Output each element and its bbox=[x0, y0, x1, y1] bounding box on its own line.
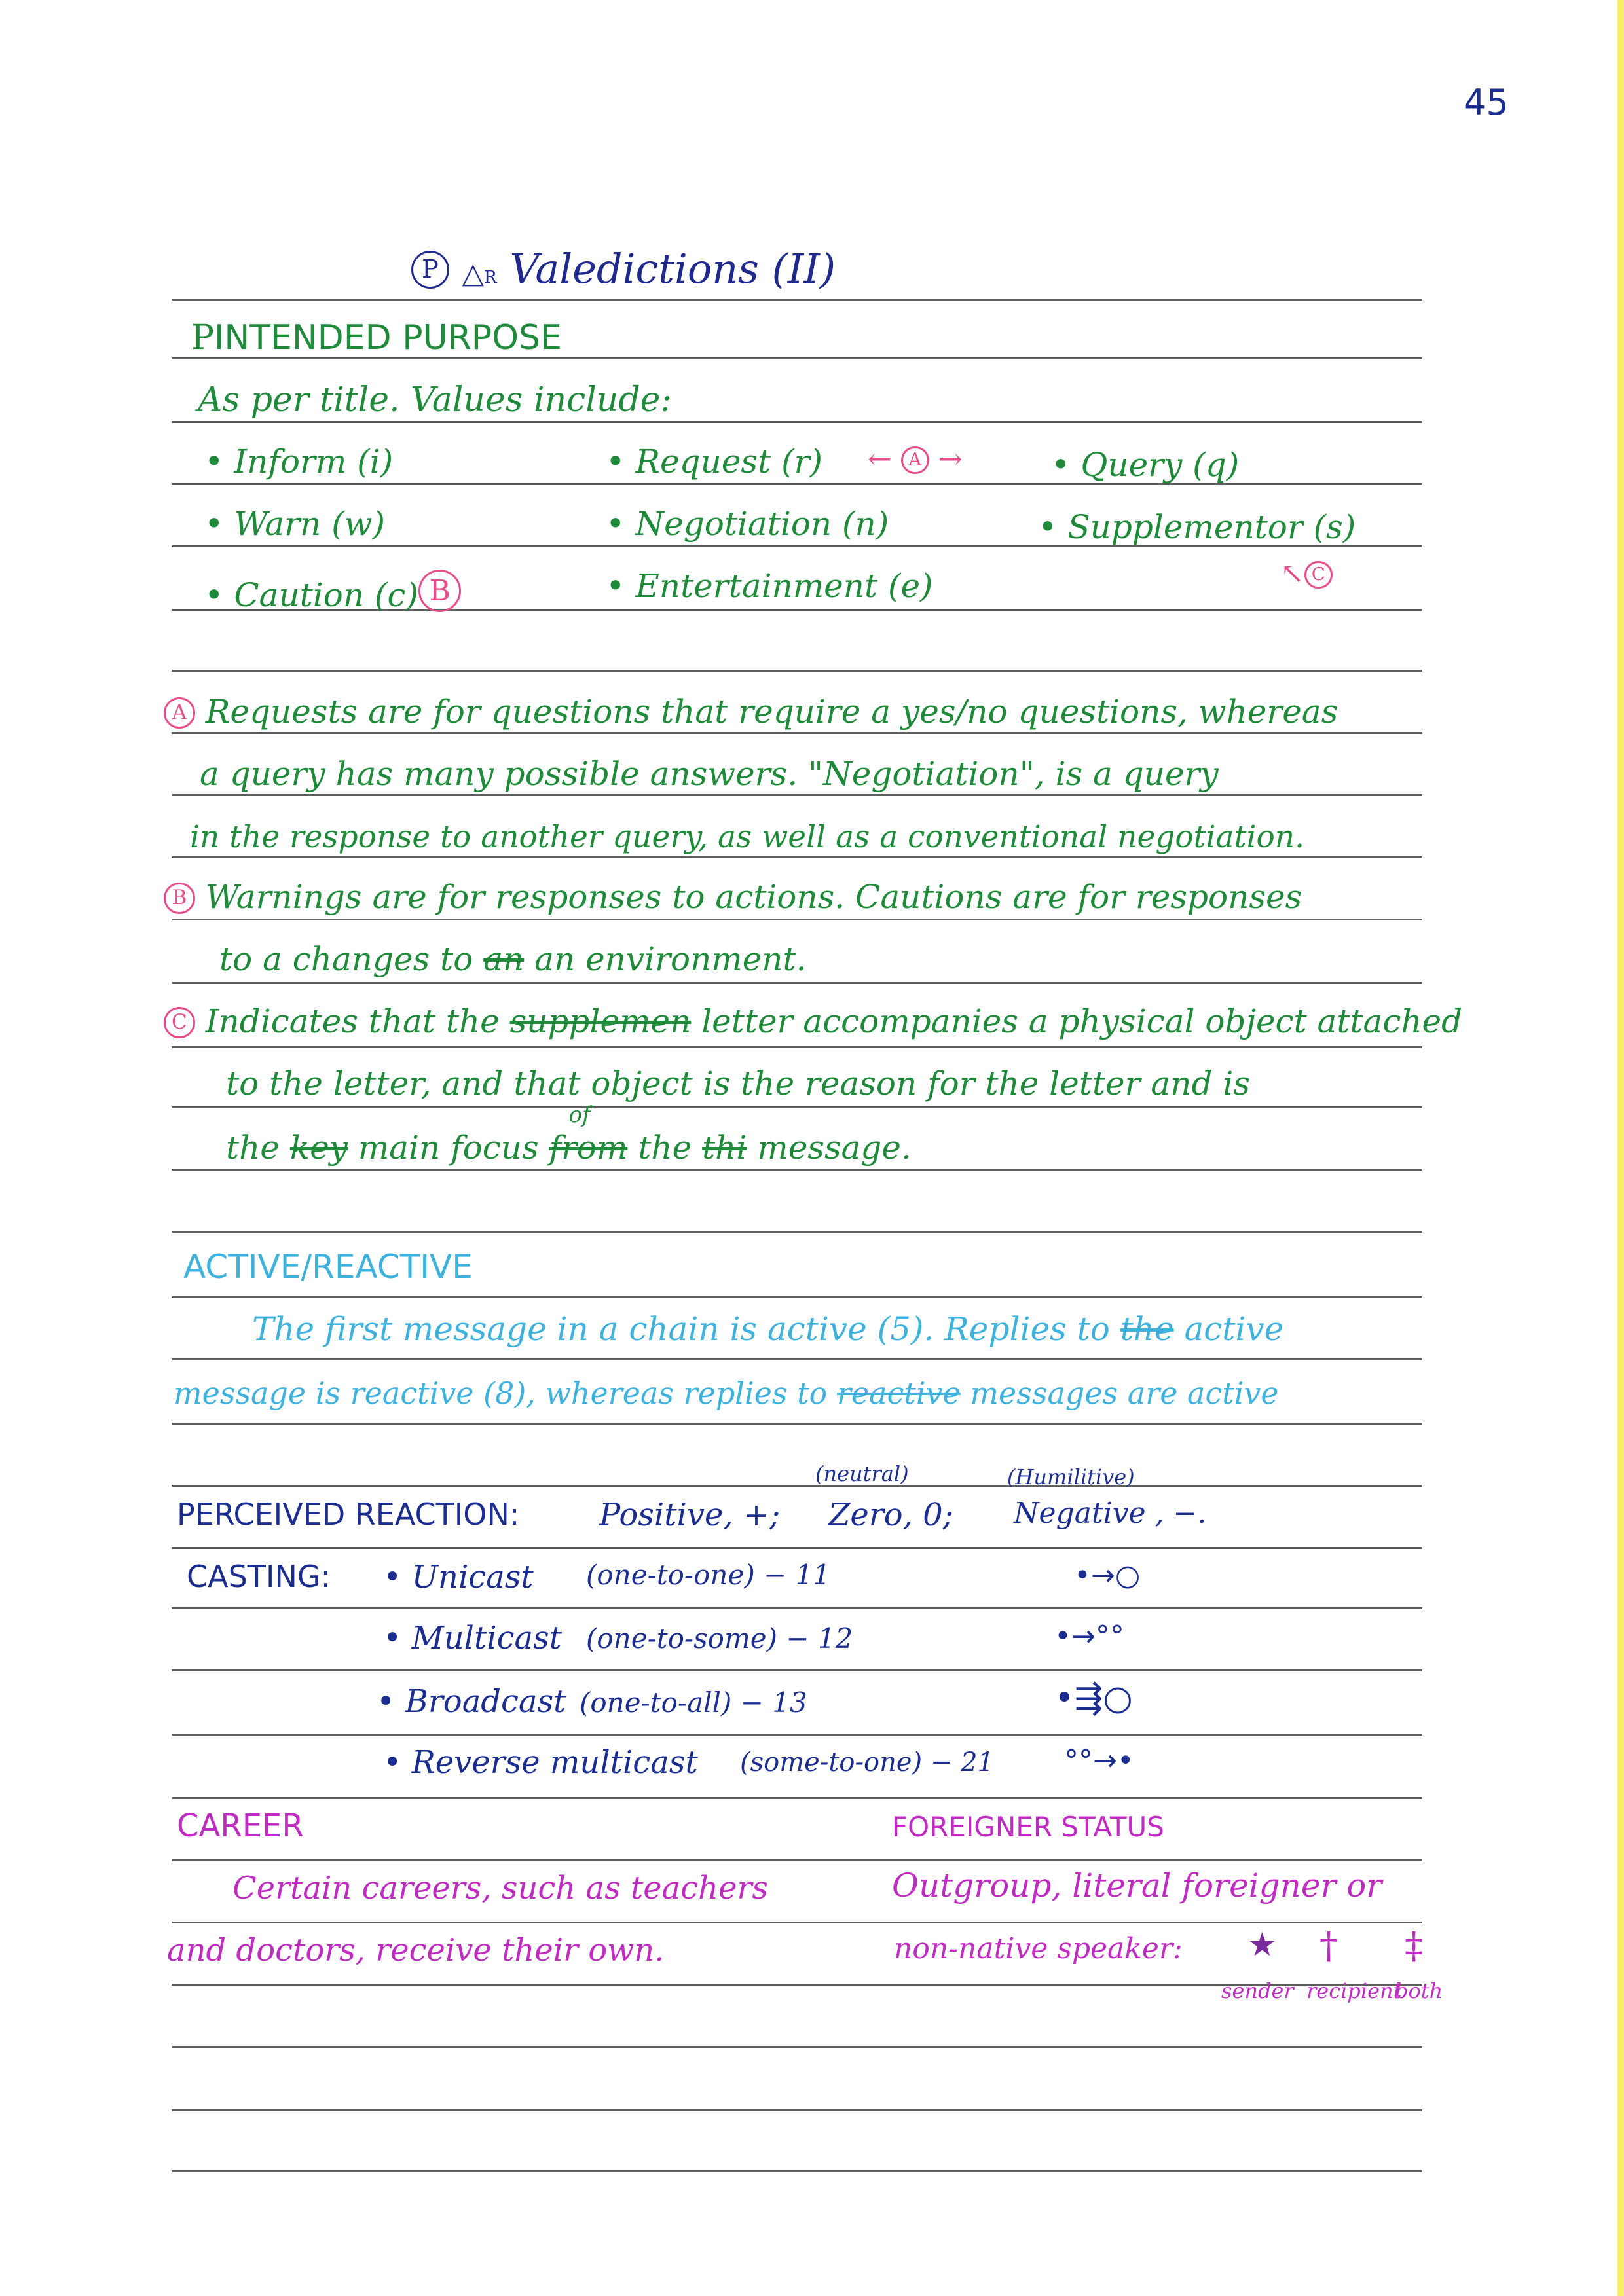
casting-unicast-label: • Unicast bbox=[383, 1559, 534, 1595]
casting-reverse-multicast-label: • Reverse multicast bbox=[383, 1744, 698, 1781]
page-title bbox=[411, 245, 836, 293]
career-heading: CAREER bbox=[177, 1808, 304, 1844]
foreigner-line-2: non-native speaker: bbox=[894, 1932, 1183, 1965]
value-caution: • Caution (c) B bbox=[204, 570, 461, 612]
value-supplementor: • Supplementor (s) bbox=[1038, 508, 1356, 546]
note-c-line-3: the key main focus from of the thi message. bbox=[226, 1102, 912, 1167]
casting-broadcast-label: • Broadcast bbox=[377, 1683, 566, 1720]
inserted-of: of bbox=[568, 1102, 591, 1128]
ruled-line bbox=[172, 670, 1422, 672]
ruled-line bbox=[172, 1859, 1422, 1861]
note-a-mark: A bbox=[164, 697, 195, 729]
ruled-line bbox=[172, 1231, 1422, 1233]
ruled-line bbox=[172, 856, 1422, 858]
ruled-line bbox=[172, 2170, 1422, 2172]
reverse-multicast-symbol: °°→• bbox=[1064, 1744, 1134, 1777]
ruled-line bbox=[172, 1169, 1422, 1171]
unicast-symbol: •→○ bbox=[1074, 1559, 1141, 1592]
career-line-1: Certain careers, such as teachers bbox=[232, 1870, 769, 1906]
ruled-line bbox=[172, 357, 1422, 359]
ruled-line bbox=[172, 1046, 1422, 1048]
career-line-2: and doctors, receive their own. bbox=[167, 1932, 665, 1969]
casting-unicast-detail: (one-to-one) − 11 bbox=[586, 1559, 831, 1591]
ruled-line bbox=[172, 982, 1422, 984]
casting-multicast-label: • Multicast bbox=[383, 1620, 563, 1656]
broadcast-symbol: •⇶○ bbox=[1054, 1679, 1133, 1718]
active-line-2: message is reactive (8), whereas replies to reactive messages are active bbox=[174, 1376, 1279, 1411]
ruled-line bbox=[172, 732, 1422, 734]
value-query: • Query (q) bbox=[1051, 446, 1240, 484]
note-b-line-2: to a changes to an an environment. bbox=[219, 940, 807, 978]
perceived-reaction-heading: PERCEIVED REACTION: bbox=[177, 1497, 520, 1532]
title-part: (II) bbox=[771, 245, 836, 293]
mark-b: B bbox=[418, 570, 461, 612]
recipient-dagger-icon: † bbox=[1320, 1925, 1338, 1967]
ruled-line bbox=[172, 1358, 1422, 1360]
note-a-line-2: a query has many possible answers. "Negotiation", is a query bbox=[200, 755, 1219, 793]
ruled-line bbox=[172, 1296, 1422, 1298]
mark-a: A bbox=[901, 446, 929, 475]
casting-heading: CASTING: bbox=[187, 1559, 331, 1594]
sender-caption: sender bbox=[1221, 1978, 1294, 2003]
ruled-line bbox=[172, 1922, 1422, 1923]
title-text: Valedictions bbox=[509, 245, 759, 293]
page-edge bbox=[1617, 0, 1624, 2296]
note-a-line-3: in the response to another query, as well as a conventional negotiation. bbox=[190, 819, 1305, 855]
page-number: 45 bbox=[1464, 82, 1509, 123]
casting-reverse-multicast-detail: (some-to-one) − 21 bbox=[740, 1747, 994, 1777]
r-triangle-mark: △R bbox=[462, 257, 497, 290]
foreigner-status-heading: FOREIGNER STATUS bbox=[892, 1811, 1164, 1843]
recipient-caption: recipient bbox=[1306, 1978, 1402, 2003]
ruled-line bbox=[172, 1485, 1422, 1487]
foreigner-line-1: Outgroup, literal foreigner or bbox=[892, 1867, 1382, 1904]
reaction-zero-note: (neutral) bbox=[815, 1461, 909, 1486]
p-mark: P bbox=[411, 251, 449, 289]
ruled-line bbox=[172, 1734, 1422, 1736]
ruled-line bbox=[172, 421, 1422, 423]
value-negotiation: • Negotiation (n) bbox=[606, 505, 889, 543]
reaction-negative-note: (Humilitive) bbox=[1007, 1465, 1135, 1489]
ruled-line bbox=[172, 794, 1422, 796]
note-b-line-1: B Warnings are for responses to actions. Cautions are for responses bbox=[164, 881, 1302, 914]
casting-multicast-detail: (one-to-some) − 12 bbox=[586, 1622, 853, 1654]
mark-a-arrows: ← A → bbox=[868, 443, 963, 476]
ruled-line bbox=[172, 1106, 1422, 1108]
note-c-line-2: to the letter, and that object is the reason for the letter and is bbox=[226, 1065, 1250, 1102]
reaction-positive: Positive, +; bbox=[599, 1497, 781, 1533]
note-a-line-1: A Requests are for questions that require a yes/no questions, whereas bbox=[164, 695, 1338, 729]
ruled-line bbox=[172, 1547, 1422, 1549]
reaction-zero: Zero, 0; bbox=[828, 1497, 953, 1533]
ruled-line bbox=[172, 2109, 1422, 2111]
value-entertainment: • Entertainment (e) bbox=[606, 567, 933, 605]
intended-purpose-heading: PINTENDED PURPOSE bbox=[191, 318, 562, 357]
sender-star-icon: ★ bbox=[1247, 1925, 1277, 1963]
note-c-line-1: C Indicates that the supplemen letter accompanies a physical object attached bbox=[164, 1005, 1462, 1038]
active-reactive-heading: ACTIVE/REACTIVE bbox=[183, 1248, 473, 1286]
reaction-negative: Negative , −. bbox=[1014, 1497, 1207, 1530]
casting-broadcast-detail: (one-to-all) − 13 bbox=[580, 1686, 807, 1719]
ruled-line bbox=[172, 1423, 1422, 1425]
value-warn: • Warn (w) bbox=[204, 505, 386, 543]
value-inform: • Inform (i) bbox=[204, 443, 394, 481]
purpose-intro: As per title. Values include: bbox=[198, 380, 672, 420]
note-c-mark: C bbox=[164, 1007, 195, 1038]
multicast-symbol: •→°° bbox=[1054, 1620, 1124, 1653]
ruled-line bbox=[172, 1669, 1422, 1671]
ruled-line bbox=[172, 2046, 1422, 2048]
mark-c: ↖ C bbox=[1280, 560, 1333, 589]
ruled-line bbox=[172, 1797, 1422, 1799]
ruled-line bbox=[172, 299, 1422, 301]
ruled-line bbox=[172, 1607, 1422, 1609]
ruled-line bbox=[172, 919, 1422, 920]
both-double-dagger-icon: ‡ bbox=[1405, 1925, 1423, 1967]
value-request: • Request (r) bbox=[606, 443, 822, 481]
note-b-mark: B bbox=[164, 883, 195, 914]
both-caption: both bbox=[1395, 1978, 1443, 2003]
active-line-1: The first message in a chain is active (5). Replies to the active bbox=[252, 1310, 1284, 1348]
